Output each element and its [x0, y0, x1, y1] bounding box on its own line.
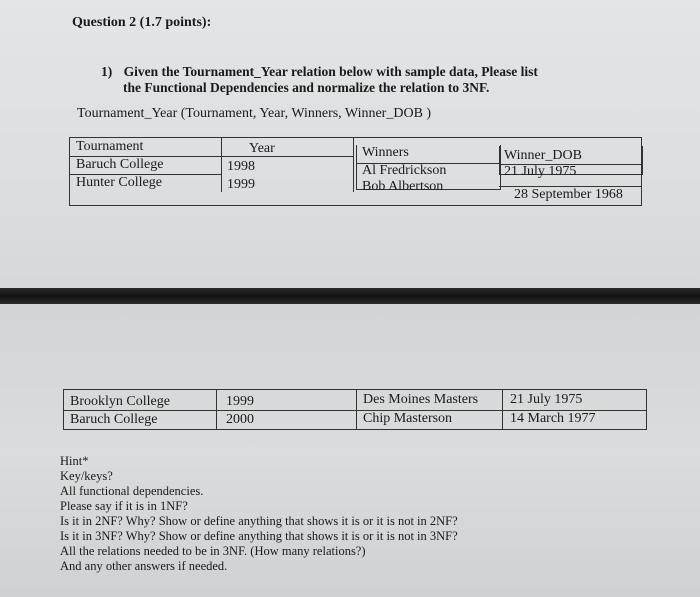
- table-cell: Bob Albertson: [362, 179, 444, 194]
- hint-line: All the relations needed to be in 3NF. (How many relations?): [60, 544, 366, 558]
- table-cell: 21 July 1975: [510, 392, 583, 407]
- table-cell: 14 March 1977: [510, 411, 596, 426]
- table-cell: 1999: [226, 394, 254, 409]
- hint-line: Key/keys?: [60, 469, 113, 483]
- hint-line: All functional dependencies.: [60, 484, 204, 498]
- header-winner-dob: Winner_DOB: [504, 148, 582, 163]
- table-cell: Baruch College: [70, 412, 158, 427]
- instruction-line-2: the Functional Dependencies and normalize the relation to 3NF.: [123, 80, 490, 95]
- hint-line: Is it in 2NF? Why? Show or define anything that shows it is or it is not in 2NF?: [60, 514, 458, 528]
- instruction-number: 1): [101, 64, 113, 79]
- hint-line: And any other answers if needed.: [60, 559, 228, 573]
- table-cell: Baruch College: [76, 157, 164, 172]
- hint-line: Please say if it is in 1NF?: [60, 499, 188, 513]
- hint-title: Hint*: [60, 454, 89, 468]
- hint-line: Is it in 3NF? Why? Show or define anything that shows it is or it is not in 3NF?: [60, 529, 458, 543]
- table-cell: 28 September 1968: [514, 187, 623, 202]
- header-year: Year: [249, 141, 275, 156]
- relation-schema: Tournament_Year (Tournament, Year, Winners, Winner_DOB ): [77, 106, 432, 121]
- header-winners: Winners: [362, 145, 409, 160]
- table-cell: 21 July 1975: [504, 164, 577, 179]
- question-heading: Question 2 (1.7 points):: [72, 15, 212, 30]
- table-cell: Hunter College: [76, 175, 162, 190]
- table-cell: Chip Masterson: [363, 411, 453, 426]
- table-cell: 1999: [227, 177, 255, 192]
- tournament-table-continued: [63, 389, 647, 430]
- table-cell: Al Fredrickson: [362, 163, 447, 178]
- tournament-table: [69, 137, 642, 206]
- page-divider: [0, 288, 700, 304]
- table-cell: 2000: [226, 412, 254, 427]
- table-cell: Des Moines Masters: [363, 392, 479, 407]
- table-cell: 1998: [227, 159, 255, 174]
- instruction-line-1: [101, 64, 538, 80]
- table-cell: Brooklyn College: [70, 394, 170, 409]
- instruction-text-1: Given the Tournament_Year relation below with sample data, Please list: [123, 64, 538, 79]
- header-tournament: Tournament: [76, 139, 144, 154]
